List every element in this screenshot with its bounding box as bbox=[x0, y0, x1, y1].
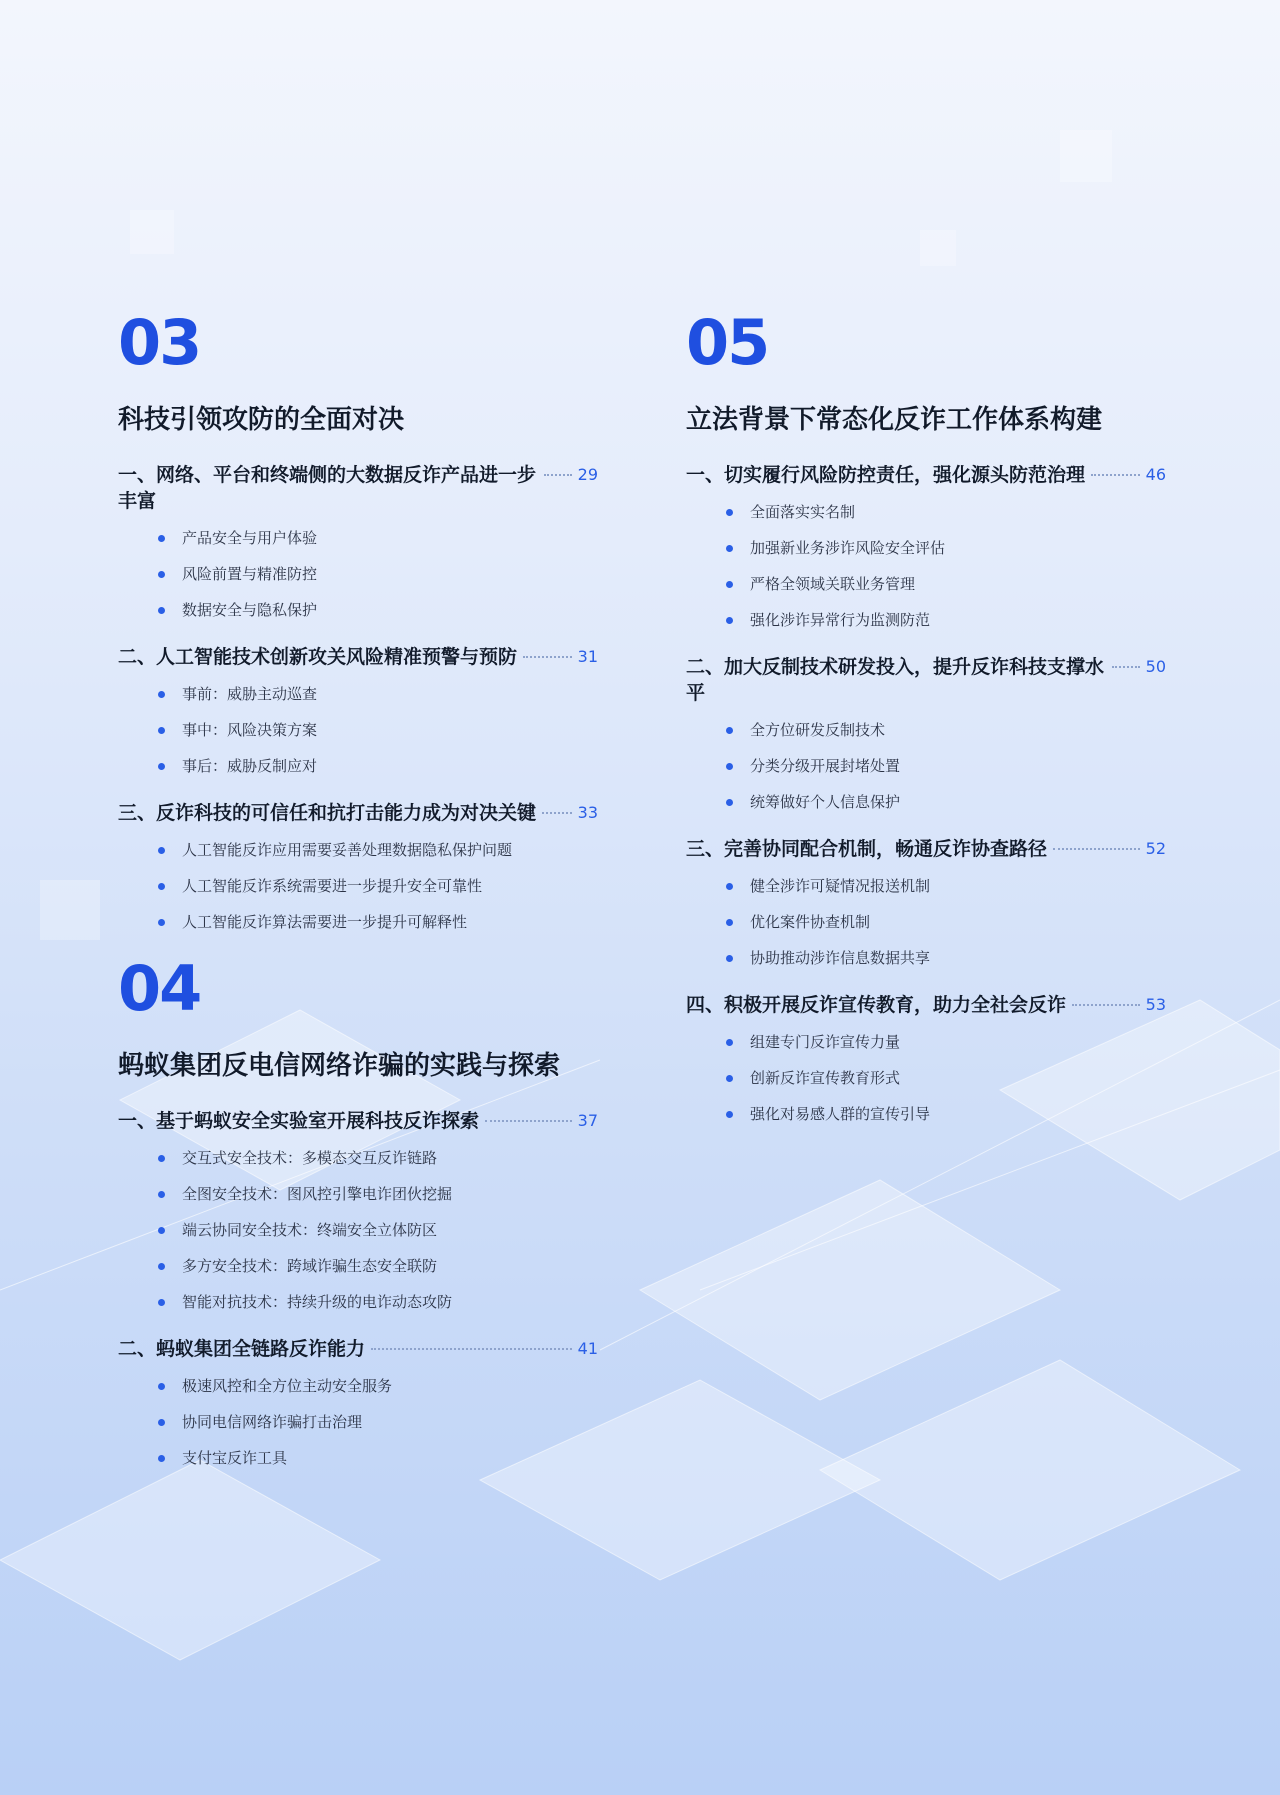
bullet-icon bbox=[158, 763, 165, 770]
bullet-icon bbox=[726, 727, 733, 734]
list-item-text: 创新反诈宣传教育形式 bbox=[750, 1069, 901, 1087]
list-item bbox=[158, 1376, 598, 1396]
list-item-text: 事中：风险决策方案 bbox=[182, 721, 318, 739]
page-number[interactable]: 41 bbox=[577, 1339, 598, 1358]
section-03 bbox=[118, 306, 598, 932]
bullet-icon bbox=[726, 545, 733, 552]
list-item bbox=[726, 610, 1166, 630]
toc-entry[interactable] bbox=[118, 1336, 598, 1468]
list-item-text: 统筹做好个人信息保护 bbox=[750, 793, 901, 811]
bullet-icon bbox=[158, 691, 165, 698]
toc-entry-title: 四、积极开展反诈宣传教育，助力全社会反诈 bbox=[686, 994, 1067, 1016]
page-number[interactable]: 53 bbox=[1145, 995, 1166, 1014]
leader-dots bbox=[1112, 666, 1140, 668]
list-item bbox=[158, 1220, 598, 1240]
list-item-text: 组建专门反诈宣传力量 bbox=[750, 1033, 901, 1051]
list-item bbox=[726, 756, 1166, 776]
bullet-icon bbox=[726, 509, 733, 516]
list-item bbox=[158, 600, 598, 620]
bullet-icon bbox=[158, 1419, 165, 1426]
toc-entry-title: 二、人工智能技术创新攻关风险精准预警与预防 bbox=[118, 646, 518, 668]
list-item-text: 数据安全与隐私保护 bbox=[182, 601, 318, 619]
list-item-text: 极速风控和全方位主动安全服务 bbox=[182, 1377, 393, 1395]
bullet-icon bbox=[158, 607, 165, 614]
leader-dots bbox=[1091, 474, 1140, 476]
list-item-text: 健全涉诈可疑情况报送机制 bbox=[750, 877, 931, 895]
list-item-text: 加强新业务涉诈风险安全评估 bbox=[750, 539, 946, 557]
section-title: 蚂蚁集团反电信网络诈骗的实践与探索 bbox=[118, 1051, 561, 1081]
page-number[interactable]: 37 bbox=[577, 1111, 598, 1130]
toc-entry-title: 三、反诈科技的可信任和抗打击能力成为对决关键 bbox=[118, 802, 537, 824]
list-item bbox=[158, 912, 598, 932]
toc-entry-title: 一、基于蚂蚁安全实验室开展科技反诈探索 bbox=[118, 1110, 480, 1132]
list-item-text: 分类分级开展封堵处置 bbox=[750, 757, 901, 775]
page-number[interactable]: 52 bbox=[1145, 839, 1166, 858]
page-number[interactable]: 50 bbox=[1145, 657, 1166, 676]
list-item-text: 强化对易感人群的宣传引导 bbox=[750, 1105, 931, 1123]
page-number[interactable]: 33 bbox=[577, 803, 598, 822]
list-item bbox=[158, 1412, 598, 1432]
list-item bbox=[158, 564, 598, 584]
list-item bbox=[158, 756, 598, 776]
list-item bbox=[158, 528, 598, 548]
toc-entry[interactable] bbox=[118, 800, 598, 932]
list-item-text: 支付宝反诈工具 bbox=[182, 1449, 288, 1467]
list-item bbox=[726, 876, 1166, 896]
list-item-text: 交互式安全技术：多模态交互反诈链路 bbox=[182, 1149, 438, 1167]
list-item-text: 强化涉诈异常行为监测防范 bbox=[750, 611, 931, 629]
bullet-icon bbox=[726, 1075, 733, 1082]
list-item-text: 事后：威胁反制应对 bbox=[182, 757, 318, 775]
section-title: 立法背景下常态化反诈工作体系构建 bbox=[686, 405, 1103, 435]
toc-entry-title: 一、网络、平台和终端侧的大数据反诈产品进一步丰富 bbox=[118, 464, 537, 512]
list-item bbox=[158, 684, 598, 704]
bullet-icon bbox=[726, 919, 733, 926]
section-number: 05 bbox=[686, 306, 769, 379]
toc-entry[interactable] bbox=[686, 654, 1166, 812]
section-title: 科技引领攻防的全面对决 bbox=[118, 405, 405, 435]
toc-entry[interactable] bbox=[118, 462, 598, 620]
list-item bbox=[158, 1292, 598, 1312]
left-column bbox=[118, 306, 598, 1484]
bullet-icon bbox=[158, 1155, 165, 1162]
leader-dots bbox=[544, 474, 572, 476]
bullet-icon bbox=[726, 799, 733, 806]
list-item bbox=[158, 840, 598, 860]
bullet-icon bbox=[726, 617, 733, 624]
list-item bbox=[726, 574, 1166, 594]
list-item bbox=[726, 1032, 1166, 1052]
list-item bbox=[726, 1068, 1166, 1088]
toc-entry[interactable] bbox=[118, 644, 598, 776]
bullet-icon bbox=[726, 1039, 733, 1046]
right-column bbox=[686, 306, 1166, 1140]
bullet-icon bbox=[158, 1191, 165, 1198]
toc-entry[interactable] bbox=[686, 836, 1166, 968]
leader-dots bbox=[523, 656, 572, 658]
list-item-text: 协同电信网络诈骗打击治理 bbox=[182, 1413, 363, 1431]
bullet-icon bbox=[158, 727, 165, 734]
page-number[interactable]: 46 bbox=[1145, 465, 1166, 484]
list-item-text: 全面落实实名制 bbox=[750, 503, 856, 521]
leader-dots bbox=[1072, 1004, 1140, 1006]
section-05 bbox=[686, 306, 1166, 1124]
leader-dots bbox=[1053, 848, 1140, 850]
bullet-icon bbox=[726, 581, 733, 588]
toc-entry[interactable] bbox=[686, 462, 1166, 630]
list-item-text: 多方安全技术：跨域诈骗生态安全联防 bbox=[182, 1257, 438, 1275]
bullet-icon bbox=[158, 883, 165, 890]
list-item-text: 端云协同安全技术：终端安全立体防区 bbox=[182, 1221, 438, 1239]
list-item bbox=[726, 792, 1166, 812]
list-item-text: 产品安全与用户体验 bbox=[182, 529, 318, 547]
bullet-icon bbox=[158, 919, 165, 926]
list-item-text: 事前：威胁主动巡查 bbox=[182, 685, 318, 703]
list-item bbox=[726, 538, 1166, 558]
leader-dots bbox=[542, 812, 572, 814]
list-item bbox=[158, 1148, 598, 1168]
leader-dots bbox=[371, 1348, 572, 1350]
toc-entry-title: 一、切实履行风险防控责任，强化源头防范治理 bbox=[686, 464, 1086, 486]
list-item bbox=[726, 720, 1166, 740]
toc-entry-title: 二、蚂蚁集团全链路反诈能力 bbox=[118, 1338, 366, 1360]
toc-entry[interactable] bbox=[118, 1108, 598, 1312]
bullet-icon bbox=[158, 535, 165, 542]
list-item bbox=[158, 1448, 598, 1468]
list-item-text: 风险前置与精准防控 bbox=[182, 565, 318, 583]
list-item-text: 人工智能反诈系统需要进一步提升安全可靠性 bbox=[182, 877, 483, 895]
list-item-text: 全方位研发反制技术 bbox=[750, 721, 886, 739]
section-04 bbox=[118, 952, 598, 1468]
bullet-icon bbox=[158, 847, 165, 854]
section-number: 04 bbox=[118, 952, 201, 1025]
bullet-icon bbox=[726, 955, 733, 962]
bullet-icon bbox=[158, 571, 165, 578]
list-item-text: 人工智能反诈应用需要妥善处理数据隐私保护问题 bbox=[182, 841, 513, 859]
toc-entry[interactable] bbox=[686, 992, 1166, 1124]
leader-dots bbox=[485, 1120, 572, 1122]
list-item-text: 人工智能反诈算法需要进一步提升可解释性 bbox=[182, 913, 468, 931]
list-item bbox=[158, 1184, 598, 1204]
toc-entry-title: 二、加大反制技术研发投入，提升反诈科技支撑水平 bbox=[686, 656, 1105, 704]
list-item bbox=[158, 1256, 598, 1276]
list-item-text: 优化案件协查机制 bbox=[750, 913, 871, 931]
list-item bbox=[158, 720, 598, 740]
bullet-icon bbox=[158, 1299, 165, 1306]
page-number[interactable]: 31 bbox=[577, 647, 598, 666]
list-item-text: 智能对抗技术：持续升级的电诈动态攻防 bbox=[182, 1293, 453, 1311]
toc-entry-title: 三、完善协同配合机制，畅通反诈协查路径 bbox=[686, 838, 1048, 860]
list-item-text: 全图安全技术：图风控引擎电诈团伙挖掘 bbox=[182, 1185, 453, 1203]
list-item-text: 严格全领域关联业务管理 bbox=[750, 575, 916, 593]
bullet-icon bbox=[158, 1455, 165, 1462]
list-item bbox=[726, 948, 1166, 968]
bullet-icon bbox=[158, 1227, 165, 1234]
bullet-icon bbox=[726, 1111, 733, 1118]
list-item bbox=[726, 912, 1166, 932]
bullet-icon bbox=[158, 1383, 165, 1390]
bullet-icon bbox=[726, 883, 733, 890]
list-item-text: 协助推动涉诈信息数据共享 bbox=[750, 949, 931, 967]
bullet-icon bbox=[726, 763, 733, 770]
list-item bbox=[726, 1104, 1166, 1124]
list-item bbox=[726, 502, 1166, 522]
page-number[interactable]: 29 bbox=[577, 465, 598, 484]
section-number: 03 bbox=[118, 306, 201, 379]
list-item bbox=[158, 876, 598, 896]
bullet-icon bbox=[158, 1263, 165, 1270]
